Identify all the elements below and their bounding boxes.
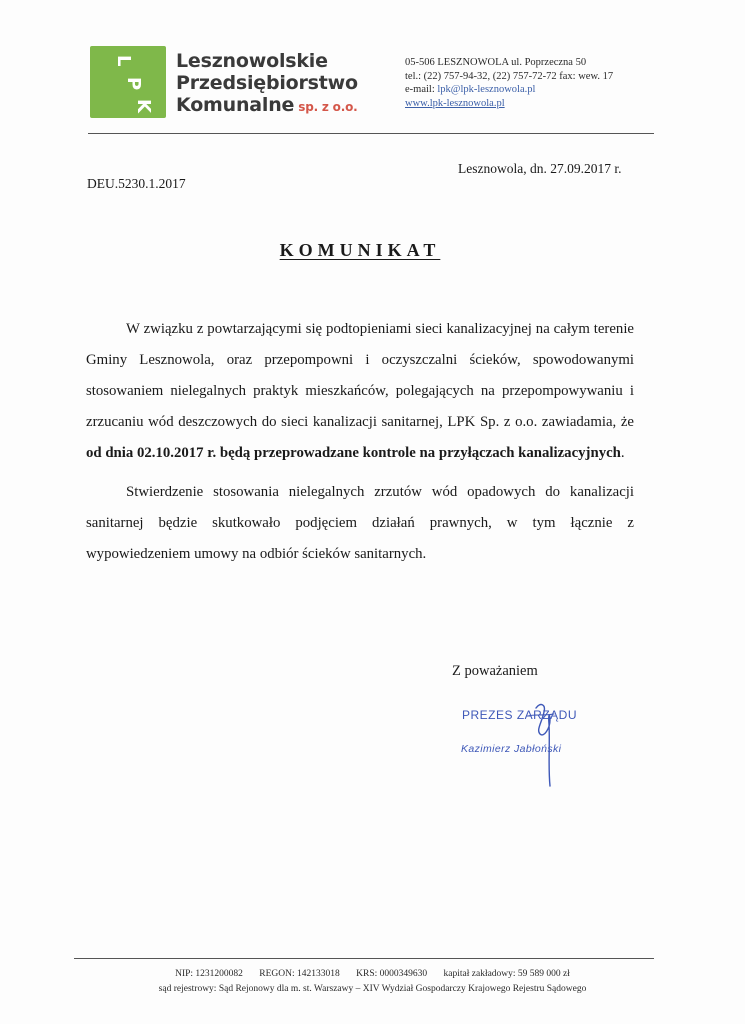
paragraph-1-end: . (620, 445, 625, 461)
company-suffix: sp. z o.o. (298, 100, 358, 114)
paragraph-1-bold: od dnia 02.10.2017 r. będą przeprowadzane kontrole na przyłączach kanalizacyjnych (86, 445, 621, 461)
footer-line-1 (0, 967, 745, 982)
company-name-line2: Przedsiębiorstwo (176, 72, 358, 94)
website-line (405, 97, 613, 111)
stamp-name: Kazimierz Jabłoński (461, 743, 562, 755)
letter-body (86, 314, 634, 578)
paragraph-1-text: W związku z powtarzającymi się podtopieniami sieci kanalizacyjnej na całym terenie Gminy Lesznowola, oraz przepompowni i oczyszczalni ścieków, spowodowanymi stosowaniem nielegalnych praktyk mieszkańców, polegających na przepompowywaniu i zrzucaniu wód deszczowych do sieci kanalizacji sanitarnej, LPK Sp. z o.o. zawiadamia, że (86, 321, 634, 430)
body-paragraph-2: Stwierdzenie stosowania nielegalnych zrzutów wód opadowych do kanalizacji sanitarnej będzie skutkowało podjęciem działań prawnych, w tym łącznie z wypowiedzeniem umowy na odbiór ścieków sanitarnych. (86, 484, 634, 562)
stamp-title: PREZES ZARZĄDU (462, 708, 578, 722)
email-link[interactable]: lpk@lpk-lesznowola.pl (437, 84, 536, 95)
logo-letters-graphic (90, 46, 166, 118)
footer-court: sąd rejestrowy: Sąd Rejonowy dla m. st. Warszawy – XIV Wydział Gospodarczy Krajowego Rejestru Sądowego (158, 984, 587, 994)
footer (0, 967, 745, 997)
company-name-line1: Lesznowolskie (176, 50, 328, 72)
closing-phrase: Z poważaniem (452, 663, 538, 679)
phone-line: tel.: (22) 757-94-32, (22) 757-72-72 fax: wew. 17 (405, 70, 614, 82)
footer-regon: REGON: 142133018 (259, 969, 340, 979)
letter-date: Lesznowola, dn. 27.09.2017 r. (458, 161, 622, 176)
email-label: e-mail: (405, 84, 438, 95)
reference-number: DEU.5230.1.2017 (87, 176, 186, 191)
document-title: KOMUNIKAT (279, 240, 441, 260)
company-name-line3-wrap (176, 94, 358, 118)
footer-capital: kapitał zakładowy: 59 589 000 zł (443, 969, 570, 979)
company-name-line3: Komunalne (176, 94, 295, 116)
footer-krs: KRS: 0000349630 (356, 969, 428, 979)
company-name (176, 50, 358, 118)
handwritten-signature (450, 694, 600, 794)
logo-letter: L (113, 55, 134, 67)
contact-block (405, 56, 613, 110)
address-line: 05-506 LESZNOWOLA ul. Poprzeczna 50 (405, 57, 587, 68)
company-logo (90, 46, 166, 118)
logo-letter: K (133, 99, 154, 113)
logo-letter: P (123, 77, 144, 91)
header-divider (88, 133, 654, 134)
footer-nip: NIP: 1231200082 (175, 969, 243, 979)
website-link[interactable]: www.lpk-lesznowola.pl (405, 97, 505, 109)
email-line (405, 83, 613, 97)
body-paragraph-1 (86, 314, 634, 469)
footer-divider (74, 958, 654, 959)
